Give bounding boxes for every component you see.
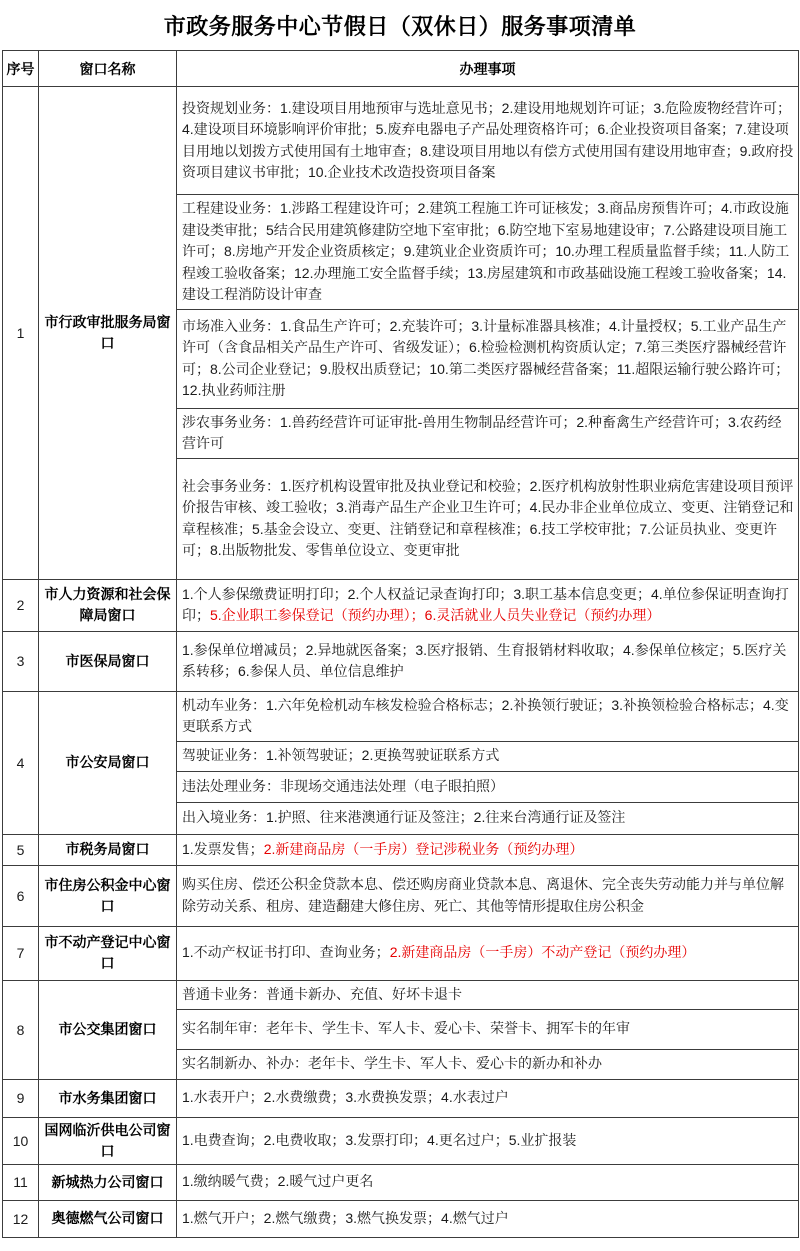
table-row xyxy=(3,926,799,980)
table-row xyxy=(3,87,799,195)
table-header xyxy=(3,51,799,87)
window-name-cell: 市公安局窗口 xyxy=(39,691,177,834)
service-items-cell xyxy=(177,195,799,310)
header-row xyxy=(3,51,799,87)
service-text: 1.缴纳暖气费；2.暖气过户更名 xyxy=(182,1173,374,1190)
service-text-appointment-red: 2.新建商品房（一手房）登记涉税业务（预约办理） xyxy=(263,840,584,857)
row-number-cell: 4 xyxy=(3,691,39,834)
header-cell-window-name: 窗口名称 xyxy=(39,51,177,87)
service-items-cell xyxy=(177,691,799,741)
table-body xyxy=(3,87,799,1238)
service-items-cell xyxy=(177,1009,799,1049)
service-items-cell xyxy=(177,926,799,980)
row-number-cell: 5 xyxy=(3,834,39,865)
service-items-cell xyxy=(177,631,799,691)
service-items-cell xyxy=(177,309,799,408)
service-items-cell xyxy=(177,458,799,579)
service-text: 1.水表开户；2.水费缴费；3.水费换发票；4.水表过户 xyxy=(182,1089,509,1106)
row-number-cell: 1 xyxy=(3,87,39,580)
window-name-cell: 市税务局窗口 xyxy=(39,834,177,865)
row-number-cell: 6 xyxy=(3,865,39,926)
service-items-cell xyxy=(177,1079,799,1117)
service-items-cell xyxy=(177,771,799,802)
service-items-cell xyxy=(177,1117,799,1164)
window-name-cell: 市不动产登记中心窗口 xyxy=(39,926,177,980)
service-text: 1.电费查询；2.电费收取；3.发票打印；4.更名过户；5.业扩报装 xyxy=(182,1131,577,1148)
table-row xyxy=(3,631,799,691)
service-text: 1.参保单位增减员；2.异地就医备案；3.医疗报销、生育报销材料收取；4.参保单位核定；5.医疗关系转移；6.参保人员、单位信息维护 xyxy=(182,641,787,679)
service-text-appointment-red: 2.新建商品房（一手房）不动产登记（预约办理） xyxy=(389,944,696,961)
table-row xyxy=(3,834,799,865)
window-name-cell: 市人力资源和社会保障局窗口 xyxy=(39,579,177,631)
service-items-cell xyxy=(177,1164,799,1200)
service-items-cell xyxy=(177,1049,799,1079)
service-text: 社会事务业务：1.医疗机构设置审批及执业登记和校验；2.医疗机构放射性职业病危害建设项目预评价报告审核、竣工验收；3.消毒产品生产企业卫生许可；4.民办非企业单位成立、变更、注销登记和章程核准；5.基金会设立、变更、注销登记和章程核准；6.技工学校审批；7.公证员执业、变更许可；8.出版物批发、零售单位设立、变更审批 xyxy=(182,477,794,558)
window-name-cell: 市公交集团窗口 xyxy=(39,980,177,1079)
row-number-cell: 3 xyxy=(3,631,39,691)
service-items-cell xyxy=(177,980,799,1009)
service-text: 市场准入业务：1.食品生产许可；2.充装许可；3.计量标准器具核准；4.计量授权；5.工业产品生产许可（含食品相关产品生产许可、省级发证）；6.检验检测机构资质认定；7.第三类医疗器械经营许可；8.公司企业登记；9.股权出质登记；10.第二类医疗器械经营备案；11.超限运输行驶公路许可；12.执业药师注册 xyxy=(182,317,790,398)
service-text: 实名制新办、补办：老年卡、学生卡、军人卡、爱心卡的新办和补办 xyxy=(182,1055,602,1072)
service-text: 涉农事务业务：1.兽药经营许可证审批-兽用生物制品经营许可；2.种畜禽生产经营许可；3.农药经营许可 xyxy=(182,413,782,451)
row-number-cell: 11 xyxy=(3,1164,39,1200)
service-text: 工程建设业务：1.涉路工程建设许可；2.建筑工程施工许可证核发；3.商品房预售许可；4.市政设施建设类审批；5结合民用建筑修建防空地下室审批；6.防空地下室易地建设审；7.公路建设项目施工许可；8.房地产开发企业资质核定；9.建筑业企业资质许可；10.办理工程质量监督手续；11.人防工程竣工验收备案；12.办理施工安全监督手续；13.房屋建筑和市政基础设施工程竣工验收备案；14.建设工程消防设计审查 xyxy=(182,200,790,302)
service-text: 违法处理业务：非现场交通违法处理（电子眼拍照） xyxy=(182,777,504,794)
service-text: 1.不动产权证书打印、查询业务； xyxy=(182,944,390,961)
window-name-cell: 市水务集团窗口 xyxy=(39,1079,177,1117)
row-number-cell: 10 xyxy=(3,1117,39,1164)
row-number-cell: 12 xyxy=(3,1200,39,1237)
table-row xyxy=(3,579,799,631)
row-number-cell: 2 xyxy=(3,579,39,631)
service-text: 购买住房、偿还公积金贷款本息、偿还购房商业贷款本息、离退休、完全丧失劳动能力并与单位解除劳动关系、租房、建造翻建大修住房、死亡、其他等情形提取住房公积金 xyxy=(182,876,784,914)
service-text: 驾驶证业务：1.补领驾驶证；2.更换驾驶证联系方式 xyxy=(182,747,500,764)
table-row xyxy=(3,865,799,926)
window-name-cell: 国网临沂供电公司窗口 xyxy=(39,1117,177,1164)
header-cell-service-items: 办理事项 xyxy=(177,51,799,87)
table-row xyxy=(3,1200,799,1237)
service-text: 出入境业务：1.护照、往来港澳通行证及签注；2.往来台湾通行证及签注 xyxy=(182,809,626,826)
service-items-cell xyxy=(177,87,799,195)
service-items-cell xyxy=(177,741,799,771)
service-text: 1.燃气开户；2.燃气缴费；3.燃气换发票；4.燃气过户 xyxy=(182,1209,509,1226)
table-row xyxy=(3,1079,799,1117)
row-number-cell: 7 xyxy=(3,926,39,980)
window-name-cell: 市行政审批服务局窗口 xyxy=(39,87,177,580)
service-items-cell xyxy=(177,579,799,631)
service-text-appointment-red: 5.企业职工参保登记（预约办理）；6.灵活就业人员失业登记（预约办理） xyxy=(210,607,661,623)
service-text: 普通卡业务：普通卡新办、充值、好坏卡退卡 xyxy=(182,985,462,1002)
service-text: 机动车业务：1.六年免检机动车核发检验合格标志；2.补换领行驶证；3.补换领检验合格标志；4.变更联系方式 xyxy=(182,696,789,734)
window-name-cell: 市医保局窗口 xyxy=(39,631,177,691)
window-name-cell: 市住房公积金中心窗口 xyxy=(39,865,177,926)
service-items-cell xyxy=(177,834,799,865)
service-items-cell xyxy=(177,865,799,926)
row-number-cell: 9 xyxy=(3,1079,39,1117)
table-row xyxy=(3,980,799,1009)
service-items-cell xyxy=(177,1200,799,1237)
service-items-cell xyxy=(177,802,799,834)
header-cell-number: 序号 xyxy=(3,51,39,87)
row-number-cell: 8 xyxy=(3,980,39,1079)
service-items-table xyxy=(2,50,799,1238)
table-row xyxy=(3,1164,799,1200)
window-name-cell: 奥德燃气公司窗口 xyxy=(39,1200,177,1237)
service-items-cell xyxy=(177,408,799,458)
window-name-cell: 新城热力公司窗口 xyxy=(39,1164,177,1200)
table-row xyxy=(3,691,799,741)
page-title: 市政务服务中心节假日（双休日）服务事项清单 xyxy=(163,13,637,39)
table-row xyxy=(3,1117,799,1164)
service-text: 实名制年审：老年卡、学生卡、军人卡、爱心卡、荣誉卡、拥军卡的年审 xyxy=(182,1020,630,1037)
service-text: 投资规划业务：1.建设项目用地预审与选址意见书；2.建设用地规划许可证；3.危险废物经营许可；4.建设项目环境影响评价审批；5.废弃电器电子产品处理资格许可；6.企业投资项目备案；7.建设项目用地以划拨方式使用国有土地审查；8.建设项目用地以有偿方式使用国有建设用地审查；9.政府投资项目建议书审批；10.企业技术改造投资项目备案 xyxy=(182,99,794,180)
service-text: 1.发票发售； xyxy=(182,840,264,857)
service-text: 1.个人参保缴费证明打印；2.个人权益记录查询打印；3.职工基本信息变更；4.单位参保证明查询打印； xyxy=(182,585,789,623)
